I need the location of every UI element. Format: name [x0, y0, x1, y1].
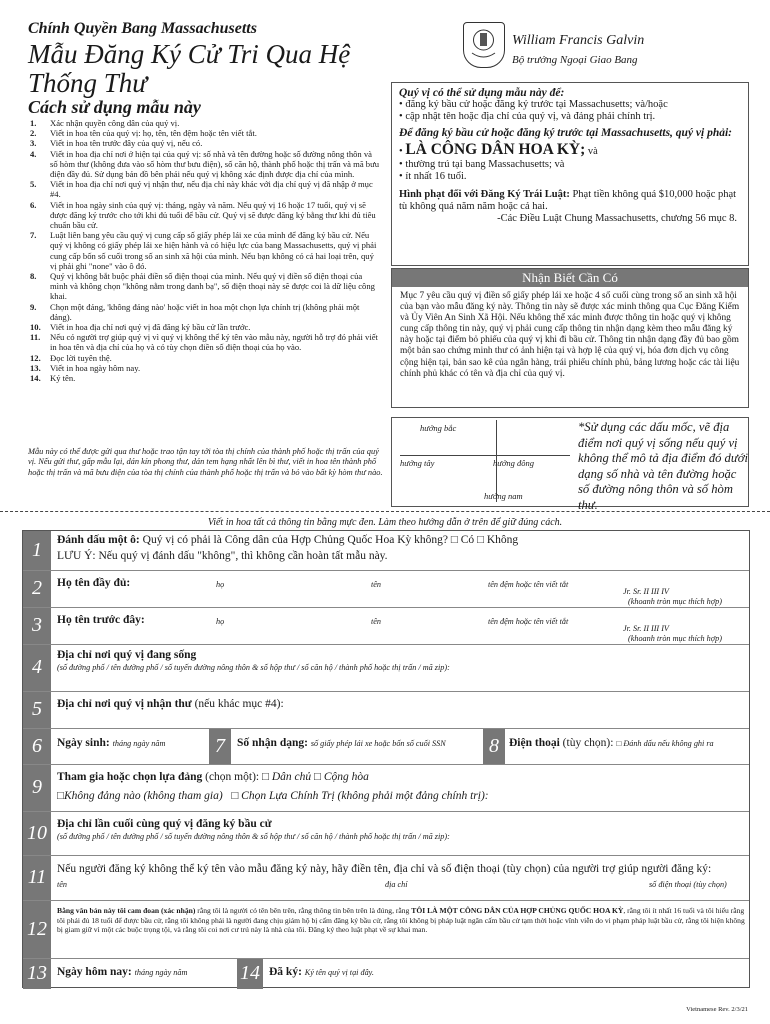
party-unenrolled-checkbox[interactable]: □Không đảng nào (không tham gia): [57, 790, 223, 802]
instruction-step: 7. Luật liên bang yêu cầu quý vị cung cấp số giấy phép lái xe của mình để đăng ký bầu cử. Nếu quý vị không có giấy phép lái xe hiện hành và có hiệu lực của bang Massachusetts, quý vị phải cung cấp bốn số cuối trong số an sinh xã hội của mình. Nếu bạn không có cả hai loại trên, quý vị phải ghi "none" vào ô đó.: [30, 230, 377, 271]
instruction-step: 5. Viết in hoa địa chỉ nơi quý vị nhận thư, nếu địa chỉ này khác với địa chỉ quý vị đã nhập ở mục #4.: [30, 179, 373, 200]
instruction-step: 1. Xác nhận quyền công dân của quý vị.: [30, 118, 180, 128]
row-date-signature: 13 Ngày hôm nay: tháng ngày năm 14 Đã ký: Ký tên quý vị tại đây.: [23, 959, 749, 989]
field-label: Họ tên đầy đủ:: [57, 577, 131, 589]
birth-date-field[interactable]: Ngày sinh: tháng ngày năm: [57, 737, 166, 749]
state-heading: Chính Quyền Bang Massachusetts: [28, 20, 257, 37]
instruction-step: 8. Quý vị không bắt buộc phải điền số điện thoại của mình. Nếu quý vị điền số điện thoại của mình và không chọn "không nằm trong danh bạ", số điện thoại này sẽ được coi là dữ liệu công khai.: [30, 271, 375, 302]
citizen-note: LƯU Ý: Nếu quý vị đánh dấu "không", thì không cần hoàn tất mẫu này.: [57, 550, 388, 562]
instruction-steps: [30, 118, 380, 383]
party-democrat-checkbox[interactable]: □ Dân chủ: [261, 771, 312, 783]
compass-hint: *Sử dụng các dấu mốc, vẽ địa điểm nơi quý vị sống nếu quý vị không thể mô tả địa điểm đó dưới dạng số nhà và tên đường hoặc số đường nông thôn và số hòm thư.: [578, 420, 748, 512]
south-label: hướng nam: [484, 491, 523, 501]
row-full-name[interactable]: 2 Họ tên đầy đủ: họ tên tên đệm hoặc tên viết tắt Jr. Sr. II III IV (khoanh tròn mục thích hợp): [23, 571, 749, 608]
suffix-options[interactable]: Jr. Sr. II III IV: [623, 624, 669, 633]
need-to-know-box: [391, 268, 749, 408]
eligibility-heading: Quý vị có thể sử dụng mẫu này để:: [399, 87, 565, 99]
instruction-step: 13. Viết in hoa ngày hôm nay.: [30, 362, 141, 373]
instruction-step: 11. Nếu có người trợ giúp quý vị vì quý vị không thể ký tên vào mẫu này, người hỗ trợ đó phải viết in hoa tên và địa chỉ của họ và có tùy chọn điền số điện thoại của họ vào.: [30, 332, 378, 353]
row-mailing-address[interactable]: 5 Địa chỉ nơi quý vị nhận thư (nếu khác mục #4):: [23, 692, 749, 729]
row-former-name[interactable]: 3 Họ tên trước đây: họ tên tên đệm hoặc tên viết tắt Jr. Sr. II III IV (khoanh tròn mục thích hợp): [23, 608, 749, 645]
instruction-step: 4. Viết in hoa địa chỉ nơi ở hiện tại của quý vị: số nhà và tên đường hoặc số đường nông thôn và số hòm thư (không đưa vào số hòm thư bưu điện), số căn hộ, thành phố hoặc thị trấn và mã bưu điện đầy đủ. Sử dụng bản đồ bên phải nếu quý vị không xác định được địa chỉ của mình.: [30, 148, 380, 180]
party-republican-checkbox[interactable]: □ Cộng hòa: [313, 771, 369, 783]
oath-text: Bằng văn bản này tôi cam đoan (xác nhận) rằng tôi là người có tên bên trên, rằng thông tin bên trên là đúng, rằng TÔI LÀ MỘT CÔNG DÂN CỦA HỢP CHỦNG QUỐC HOA KỲ, rằng tôi ít nhất 16 tuổi và tôi hiểu rằng tôi phải đủ 18 tuổi để được bầu cử, rằng tôi không phải là người đang chịu giám hộ bị cấm đăng ký bầu cử, rằng tôi không bị pháp luật ngăn cấm bầu cử tạm thời hoặc vĩnh viễn do vi phạm pháp luật bầu cử, rằng tôi hiện không bị giam giữ vì một các buộc trọng tội, và rằng tôi coi nơi cư trú này là nhà của tôi. Đăng ký theo luật phạt về sự khai man.: [57, 906, 745, 935]
row-number: 1: [23, 531, 51, 570]
instruction-step: 10. Viết in hoa địa chỉ nơi quý vị đã đăng ký bầu cử lần trước.: [30, 322, 251, 333]
requirement-citizen: • LÀ CÔNG DÂN HOA KỲ; và: [399, 141, 598, 158]
requirement-resident: • thường trú tại bang Massachusetts; và: [399, 159, 565, 170]
secretary-title: Bộ trưởng Ngoại Giao Bang: [512, 54, 638, 66]
form-instruction: Viết in hoa tất cả thông tin bằng mực đen. Làm theo hướng dẫn ở trên để giữ đúng cách.: [207, 517, 563, 528]
use-item: • đăng ký bầu cử hoặc đăng ký trước tại Massachusetts; và/hoặc: [399, 99, 668, 110]
penalty-text: Hình phạt đối với Đăng Ký Trái Luật: Phạt tiền không quá $10,000 hoặc phạt tù không quá năm năm hoặc cả hai.: [399, 189, 737, 212]
compass-line: [400, 455, 570, 456]
todays-date-field[interactable]: Ngày hôm nay: tháng ngày năm: [57, 966, 188, 978]
row-citizenship: 1 Đánh dấu một ô: Quý vị có phải là Công dân của Hợp Chủng Quốc Hoa Kỳ không? □ Có □ Không LƯU Ý: Nếu quý vị đánh dấu "không", thì không cần hoàn tất mẫu này.: [23, 531, 749, 571]
row-assistant[interactable]: 11 Nếu người đăng ký không thể ký tên vào mẫu đăng ký này, hãy điền tên, địa chỉ và số điện thoại (tùy chọn) của người trợ giúp người đăng ký: tên địa chỉ số điện thoại (tùy chọn): [23, 856, 749, 901]
instruction-step: 2. Viết in hoa tên của quý vị: họ, tên, tên đệm hoặc tên viết tắt.: [30, 128, 257, 139]
row-last-address[interactable]: 10 Địa chỉ lần cuối cùng quý vị đăng ký bầu cử (số đường phố / tên đường phố / số tuyến đường nông thôn & số hộp thư / số căn hộ / thành phố hoặc thị trấn / mã zip):: [23, 812, 749, 856]
use-item: • cập nhật tên hoặc địa chỉ của quý vị, và đảng phải chính trị.: [399, 111, 656, 122]
instructions-title: Cách sử dụng mẫu này: [28, 97, 201, 117]
secretary-name: William Francis Galvin: [512, 33, 645, 48]
citizen-yes-checkbox[interactable]: □ Có: [450, 534, 475, 546]
id-number-field[interactable]: Số nhận dạng: số giấy phép lái xe hoặc bốn số cuối SSN: [237, 737, 446, 749]
instruction-step: 14. Ký tên.: [30, 373, 76, 384]
west-label: hướng tây: [400, 458, 435, 468]
citizen-no-checkbox[interactable]: □ Không: [477, 534, 519, 546]
north-label: hướng bắc: [420, 423, 457, 433]
instruction-step: 6. Viết in hoa ngày sinh của quý vị: tháng, ngày và năm. Nếu quý vị 16 hoặc 17 tuổi, quý vị sẽ được đăng ký trước cho tới khi đủ tuổi để bầu cử. Quý vị sẽ được đăng ký bằng thư khi đủ tiêu chuẩn bầu cử.: [30, 199, 376, 231]
form-title: Mẫu Đăng Ký Cử Tri Qua Hệ Thống Thư: [28, 39, 351, 98]
requirement-age: • ít nhất 16 tuổi.: [399, 171, 467, 182]
instruction-step: 12. Đọc lời tuyên thệ.: [30, 352, 112, 363]
signature-field[interactable]: Đã ký: Ký tên quý vị tại đây.: [269, 966, 374, 978]
suffix-options[interactable]: Jr. Sr. II III IV: [623, 587, 669, 596]
row-birth-id-phone: 6 Ngày sinh: tháng ngày năm 7 Số nhận dạng: số giấy phép lái xe hoặc bốn số cuối SSN 8 Điện thoại (tùy chọn): □ Đánh dấu nếu không ghi ra: [23, 729, 749, 765]
registration-form: [22, 530, 750, 988]
row-oath: 12 Bằng văn bản này tôi cam đoan (xác nhận) rằng tôi là người có tên bên trên, rằng thông tin bên trên là đúng, rằng TÔI LÀ MỘT CÔNG DÂN CỦA HỢP CHỦNG QUỐC HOA KỲ, rằng tôi ít nhất 16 tuổi và tôi hiểu rằng tôi phải đủ 18 tuổi để được bầu cử, rằng tôi không phải là người đang chịu giám hộ bị cấm đăng ký bầu cử, rằng tôi không bị pháp luật ngăn cấm bầu cử tạm thời hoặc vĩnh viễn do vi phạm pháp luật bầu cử, rằng tôi hiện không bị giam giữ vì một các buộc trọng tội, và rằng tôi coi nơi cư trú này là nhà của tôi. Đăng ký theo luật phạt về sự khai man.: [23, 901, 749, 959]
instruction-step: 9. Chọn một đảng, 'không đảng nào' hoặc viết in hoa một chọn lựa chính trị (không phải một đảng).: [30, 301, 360, 322]
cut-line: [0, 511, 770, 512]
row-party: 9 Tham gia hoặc chọn lựa đảng (chọn một): □ Dân chủ □ Cộng hòa □Không đảng nào (không tham gia) □ Chọn Lựa Chính Trị (không phải một đảng chính trị):: [23, 765, 749, 812]
need-to-know-title: Nhận Biết Cần Có: [392, 269, 748, 287]
political-designation-checkbox[interactable]: □ Chọn Lựa Chính Trị (không phải một đảng chính trị):: [231, 790, 489, 802]
need-to-know-text: Mục 7 yêu cầu quý vị điền số giấy phép lái xe hoặc 4 số cuối cùng trong số an sinh xã hội của bạn vào mẫu đăng ký này. Thông tin này sẽ được xác minh thông qua Cục Đăng Kiểm và Ủy Viên An Sinh Xã Hội. Nếu không thể xác minh được thông tin hoặc quý vị không cung cấp thông tin này, quý vị phải cung cấp thông tin nhận dạng kèm theo mẫu đăng ký này hoặc tại điểm bỏ phiếu của quý vị khi đi bầu cử. Thông tin nhận dạng đầy đủ bao gồm một bản sao chứng minh thư có ảnh hiện tại và hợp lệ của quý vị, hóa đơn dịch vụ công cộng hiện tại, bản sao kê của ngân hàng, trái phiếu chính phủ, bảng lương hoặc các tài liệu chính phủ khác có tên và địa chỉ của quý vị.: [400, 291, 740, 379]
phone-field[interactable]: Điện thoại (tùy chọn): □ Đánh dấu nếu không ghi ra: [509, 737, 714, 749]
mailing-footnote: Mẫu này có thể được gửi qua thư hoặc trao tận tay tới tòa thị chính của thành phố hoặc thị trấn của quý vị. Nếu gửi thư, gấp mẫu lại, dán kín phong thư, dán tem hạng nhất lên bì thư, viết in hoa tên thành phố hoặc thị trấn và mã bưu điện của tòa thị chính của thành phố hoặc thị trấn và bỏ vào bất kỳ hòm thư nào.: [28, 447, 383, 477]
eligibility-box: [391, 82, 749, 266]
requirements-heading: Để đăng ký bầu cử hoặc đăng ký trước tại Massachusetts, quý vị phải:: [399, 127, 733, 139]
east-label: hướng đông: [493, 458, 535, 468]
field-label: Họ tên trước đây:: [57, 614, 145, 626]
row-residence-address[interactable]: 4 Địa chỉ nơi quý vị đang sống (số đường phố / tên đường phố / số tuyến đường nông thôn & số hộp thư / số căn hộ / thành phố hoặc thị trấn / mã zip):: [23, 645, 749, 692]
state-seal-icon: [463, 22, 505, 68]
revision-note: Vietnamese Rev. 2/3/21: [686, 1006, 748, 1013]
instruction-step: 3. Viết in hoa tên trước đây của quý vị, nếu có.: [30, 138, 203, 149]
law-citation: -Các Điều Luật Chung Massachusetts, chương 56 mục 8.: [497, 213, 737, 224]
